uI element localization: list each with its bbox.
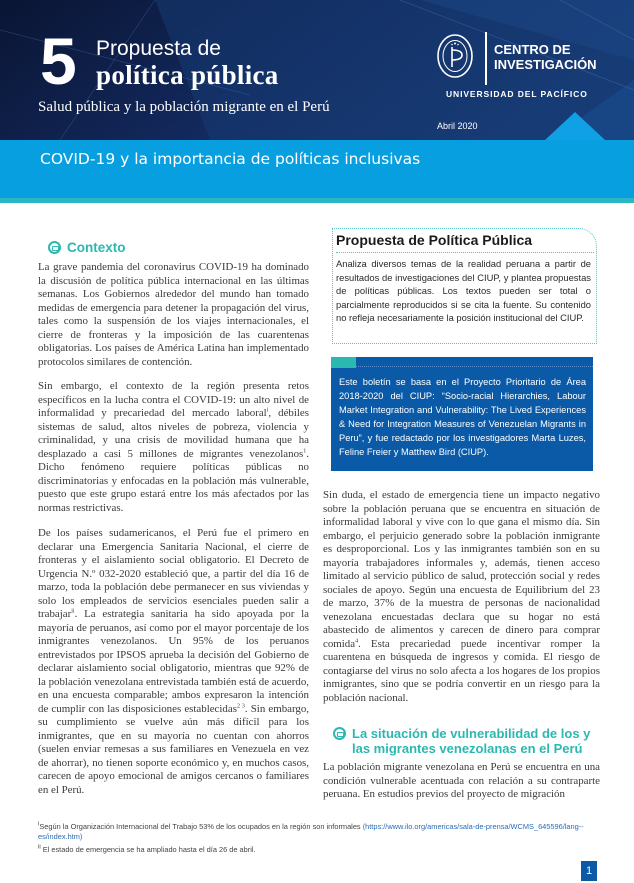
org-name <box>494 42 597 72</box>
chat-bubble-icon <box>48 241 61 254</box>
paragraph-context-1: La grave pandemia del coronavirus COVID-19 ha dominado la discusión de política pública internacional en las últimas semanas. Los Gobiernos alrededor del mundo han tomado medidas de emergencia para detener la propagación del virus, tales como la suspensión de los viajes internacionales, el cierre de fronteras y la imposición de las cuarentenas obligatorias. Los países de América Latina han implementado protocolos similares de contención. <box>38 261 309 368</box>
bulletin-title: COVID-19 y la importancia de políticas inclusivas <box>40 150 421 168</box>
credit-box-divider <box>356 366 593 367</box>
org-name-line2: INVESTIGACIÓN <box>494 57 597 72</box>
text-run: . Sin embargo, su cumplimiento se vuelve aún más difícil para los inmigrantes, que en su mayoría no cuentan con ahorros (suelen enviar remesas a sus familiares en Venezuela en vez de ahorrar), no tienen soporte económico y, en muchos casos, carecen de apoyo emocional de amigos cercanos o familiares en el Perú. <box>38 702 310 796</box>
text-run: Sin embargo, el contexto de la región presenta retos específicos en la lucha contra el COVID-19: un alto nivel de informalidad y precariedad del mercado laboral <box>38 380 309 419</box>
footnote-link[interactable]: (https://www.ilo.org/americas/sala-de-prensa/WCMS_645596/lang--es/index.htm) <box>38 822 584 841</box>
issue-number: 5 <box>40 24 77 98</box>
footnote-ref[interactable]: 1 <box>303 447 307 454</box>
section-heading-contexto <box>48 240 126 255</box>
university-name: UNIVERSIDAD DEL PACÍFICO <box>446 89 588 99</box>
text-run: Sin duda, el estado de emergencia tiene un impacto negativo sobre la población peruana que se encuentra en situación de informalidad laboral y vive con lo que gana el mismo día. Sin embargo, el perjuicio generado sobre la población inmigrante es desproporcional. Los y las inmigrantes también son en su mayoría trabajadores informales y, además, tienen acceso limitado al servicio público de salud, protección social y redes sociales de apoyo. Según una encuesta de Equilibrium del 23 de marzo, 37% de la muestra de personas de nacionalidad venezolana encuestadas declara que su hogar no está abastecido de alimentos y carecen de dinero para comprar comida <box>323 489 600 650</box>
text-run: , débiles sistemas de salud, altos niveles de pobreza, violencia y criminalidad, y una crisis de movilidad humana que ha desplazado a casi 5 millones de migrantes venezolanos <box>38 407 310 460</box>
text-run: . La estrategia sanitaria ha sido apoyada por la mayoría de peruanos, así como por el mayor porcentaje de los inmigrantes venezolanos. Un 95% de los peruanos entrevistados por IPSOS aprueba la decisión del Gobierno de declarar aislamiento social obligatorio, mientras que 92% de la población venezolana entrevistada también está de acuerdo, en una encuesta comparable; ambos expresaron la intención de cumplir con las disposiciones establecidas <box>38 608 309 715</box>
footnote-ref[interactable]: 4 <box>355 637 359 644</box>
section-title: La situación de vulnerabilidad de los y las migrantes venezolanas en el Perú <box>352 726 591 756</box>
footnote-ref[interactable]: 2 3 <box>236 702 245 709</box>
paragraph-emergency-impact <box>323 489 600 705</box>
chat-bubble-icon <box>333 727 346 740</box>
logo-divider <box>485 32 487 85</box>
info-box-text: Analiza diversos temas de la realidad peruana a partir de resultados de investigaciones del CIUP, y plantea propuestas de políticas públicas. Los textos pueden ser total o parcialmente reproducidos si se cita la fuente. Su contenido no refleja necesariamente la posición institucional del CIUP. <box>336 258 591 324</box>
header-banner <box>0 0 634 140</box>
paragraph-vulnerability: La población migrante venezolana en Perú se encuentra en una condición vulnerable acentuada con relación a su contraparte peruana. En estudios previos del proyecto de migración <box>323 761 600 800</box>
credit-box-text: Este boletín se basa en el Proyecto Prioritario de Área 2018-2020 del CIUP: “Socio-racial Hierarchies, Labour Market Integration and Vulnerability: The Lived Experiences & Need for Integration Measures of Venezuelan Migrants in Peru”, y fue redactado por los investigadores Marta Luzes, Feline Freier y Matthew Bird (CIUP). <box>339 377 586 457</box>
series-title-line1: Propuesta de <box>96 37 221 60</box>
footnote-1 <box>38 822 608 842</box>
section-heading-vulnerabilidad <box>333 726 603 756</box>
university-seal-logo <box>432 33 478 79</box>
footnote-ref[interactable]: ii <box>71 608 75 615</box>
info-box-title: Propuesta de Política Pública <box>336 232 533 248</box>
org-name-line1: CENTRO DE <box>494 42 571 57</box>
footnote-mark: ii <box>38 844 41 851</box>
credit-box-accent <box>331 357 356 368</box>
series-title-line2: política pública <box>96 60 279 90</box>
footnote-2 <box>38 845 256 854</box>
text-run: . Dicho fenómeno requiere políticas públicas no discriminatorias y enfocadas en la población más vulnerable, puesto que este grupo estará entre los más afectados por las normas restrictivas. <box>38 447 309 514</box>
title-band-underline <box>0 198 634 203</box>
footnote-text: El estado de emergencia se ha ampliado hasta el día 26 de abril. <box>40 845 256 854</box>
info-box-divider <box>336 252 594 253</box>
paragraph-context-2 <box>38 380 309 515</box>
bulletin-subtitle: Salud pública y la población migrante en el Perú <box>38 99 330 115</box>
section-title: Contexto <box>67 240 126 255</box>
title-band <box>0 140 634 198</box>
paragraph-context-3 <box>38 527 309 797</box>
footnote-mark: i <box>38 821 40 828</box>
text-run: . Esta precariedad puede incentivar romper la cuarentena en búsqueda de ingresos y comida. El riesgo de contagiarse del virus no solo afecta a los hogares de los propios inmigrantes, sino que se podría convertir en un riesgo para la población nacional. <box>323 637 600 704</box>
text-run: De los países sudamericanos, el Perú fue el primero en declarar una Emergencia Sanitaria Nacional, el cierre de fronteras y el aislamiento social obligatorio. El Decreto de Urgencia N.º 032-2020 estableció que, a partir del día 16 de marzo, toda la población debe permanecer en sus viviendas y solo los empleados de servicios esenciales pueden salir a trabajar <box>38 527 309 620</box>
footnote-text: Según la Organización Internacional del Trabajo 53% de los ocupados en la región son informales <box>39 822 363 831</box>
page-number: 1 <box>581 861 597 881</box>
footnote-ref[interactable]: i <box>266 407 269 414</box>
publication-date: Abril 2020 <box>437 121 478 131</box>
